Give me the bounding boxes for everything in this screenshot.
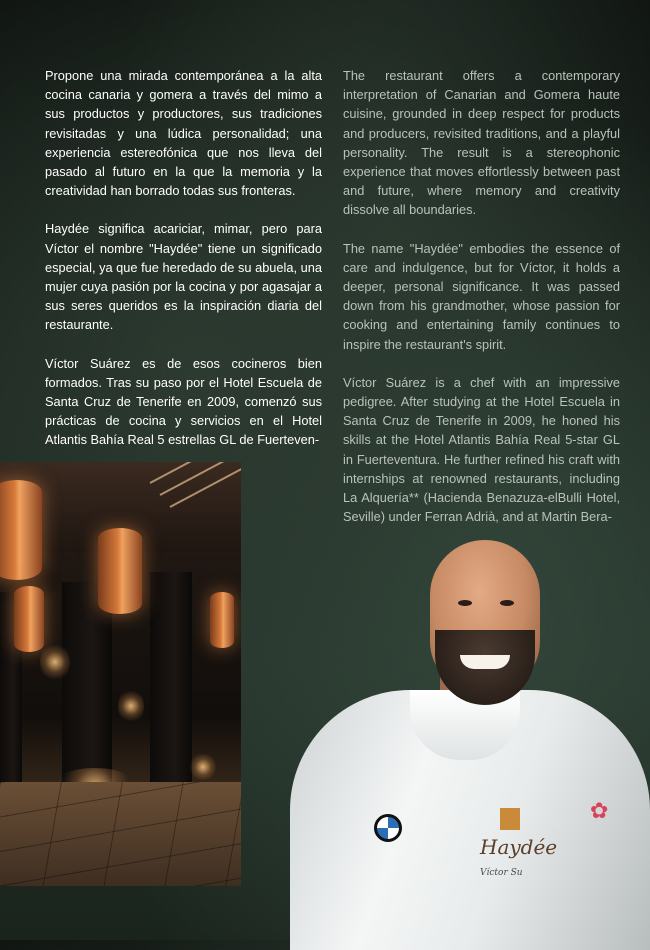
- restaurant-interior-photo: [0, 462, 241, 886]
- english-column: [343, 66, 620, 545]
- chef-smile: [460, 655, 510, 669]
- pillar: [62, 582, 112, 792]
- pendant-lamp: [210, 592, 234, 648]
- pendant-lamp: [98, 528, 142, 614]
- wall-light: [40, 642, 70, 682]
- jacket-name-embroidery: Víctor Su: [480, 868, 523, 878]
- floor: [0, 782, 241, 886]
- english-paragraph-3: Víctor Suárez is a chef with an impressive pedigree. After studying at the Hotel Escuela in Santa Cruz de Tenerife in 2009, he honed his skills at the Hotel Atlantis Bahía Real 5-star GL in Fuerteventura. He further refined his craft with internships at renowned restaurants, including La Alquería** (Hacienda Benazuza-elBulli Hotel, Seville) under Ferran Adrià, and at Martin Bera-: [343, 374, 620, 525]
- spanish-paragraph-1: Propone una mirada contemporánea a la alta cocina canaria y gomera a través del mimo a sus productos y productores, sus tradiciones revisitadas y una lúdica personalidad; una experiencia estereofónica que nos lleva del pasado al futuro en la que la memoria y la creatividad han borrado todas sus fronteras.: [45, 68, 322, 199]
- pendant-lamp: [14, 586, 44, 652]
- jacket-embroidery: Haydée: [480, 835, 558, 859]
- pillar: [150, 572, 192, 792]
- chef-eye: [458, 600, 472, 606]
- jacket-patch: [500, 808, 520, 830]
- spanish-paragraph-3: Víctor Suárez es de esos cocineros bien formados. Tras su paso por el Hotel Escuela de Santa Cruz de Tenerife en 2009, comenzó sus prácticas de cocina y servicios en el Hotel Atlantis Bahía Real 5 estrellas GL de Fuerteven-: [45, 355, 322, 448]
- english-paragraph-1: The restaurant offers a contemporary interpretation of Canarian and Gomera haute cuisine, grounded in deep respect for products and producers, revisited traditions, and a playful personality. The result is a stereophonic experience that moves effortlessly between past and future, where memory and creativity dissolve all boundaries.: [343, 68, 620, 218]
- spanish-paragraph-2: Haydée significa acariciar, mimar, pero para Víctor el nombre "Haydée" tiene un significado especial, ya que fue heredado de su abuela, una mujer cuya pasión por la cocina y por agasajar a sus seres queridos es la inspiración diaria del restaurante.: [45, 221, 322, 333]
- wall-light: [118, 688, 144, 724]
- chef-portrait: [280, 540, 650, 940]
- flower-icon: ✿: [590, 798, 609, 823]
- english-paragraph-2: The name "Haydée" embodies the essence of care and indulgence, but for Víctor, it holds a deeper, personal significance. It was passed down from his grandmother, whose passion for cooking and entertaining family continues to inspire the restaurant's spirit.: [343, 240, 620, 352]
- pendant-lamp: [0, 480, 42, 580]
- chef-eye: [500, 600, 514, 606]
- bmw-logo-icon: [374, 814, 402, 842]
- spanish-column: [45, 66, 322, 469]
- jacket-tag: [552, 830, 556, 832]
- wall-light: [190, 752, 216, 782]
